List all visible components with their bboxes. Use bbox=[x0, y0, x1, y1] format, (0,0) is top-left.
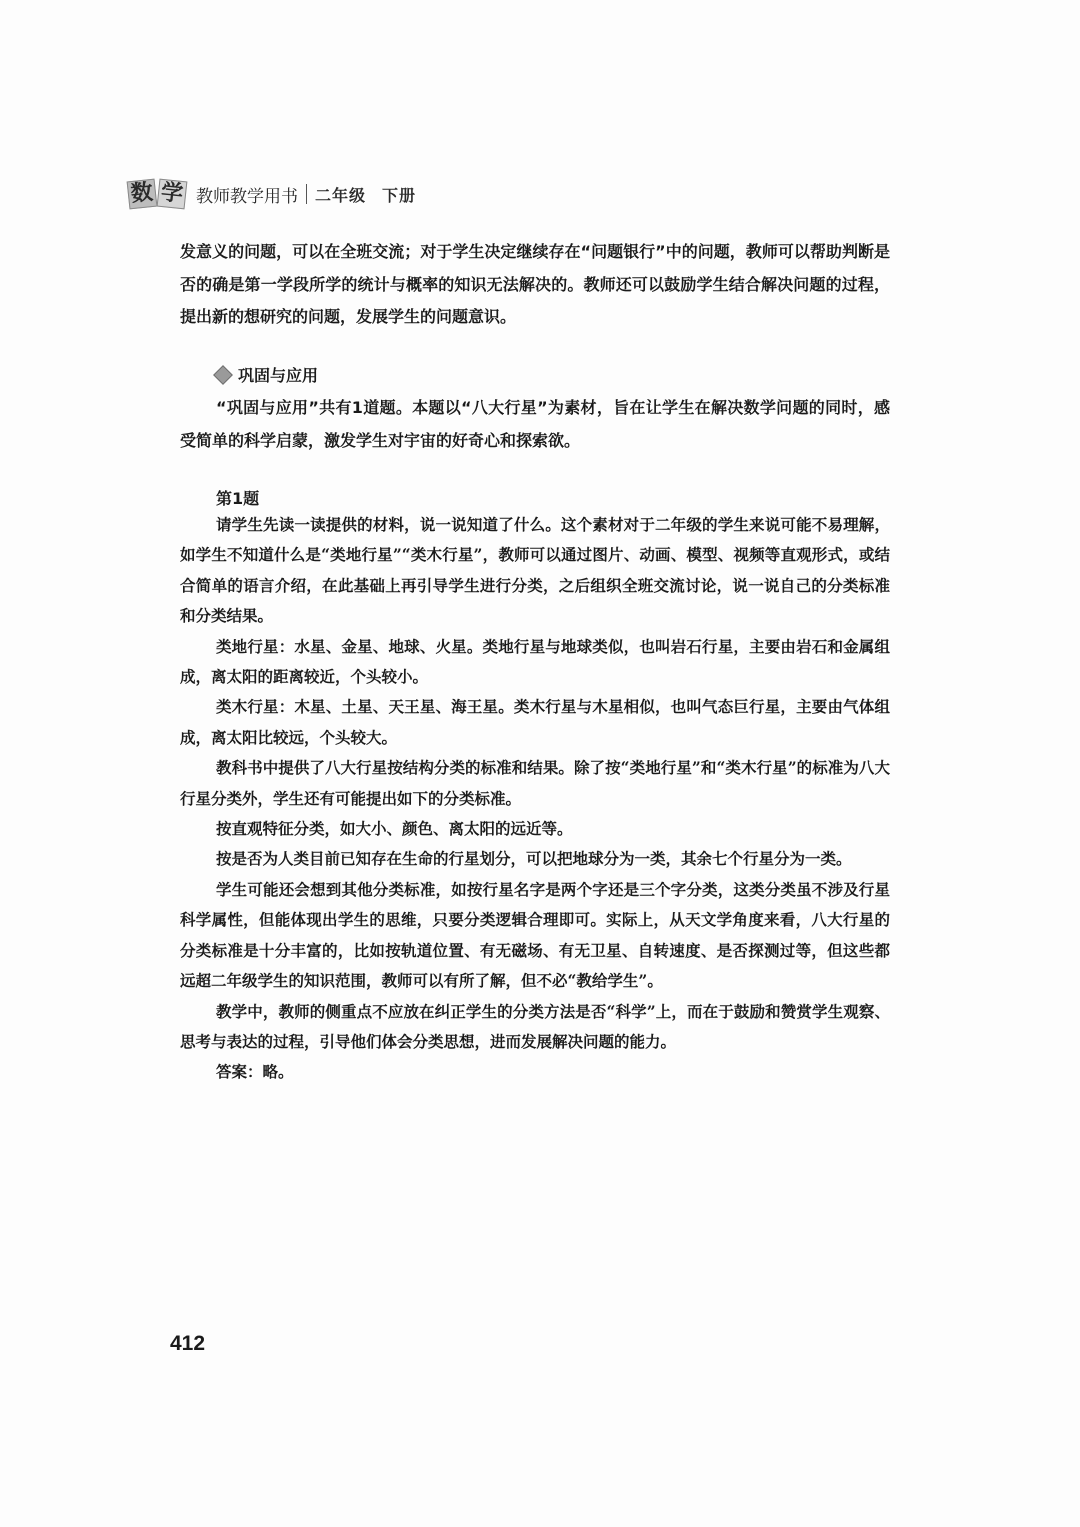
header-divider bbox=[306, 184, 307, 204]
question-paragraph: 按直观特征分类，如大小、颜色、离太阳的远近等。 bbox=[216, 819, 573, 839]
page-header bbox=[128, 174, 416, 214]
section-title: 巩固与应用 bbox=[238, 366, 319, 385]
question-paragraph: 请学生先读一读提供的材料，说一说知道了什么。这个素材对于二年级的学生来说可能不易理解，如学生不知道什么是“类地行星”“类木行星”，教师可以通过图片、动画、模型、视频等直观形式，或结合简单的语言介绍，在此基础上再引导学生进行分类，之后组织全班交流讨论，说一说自己的分类标准和分类结果。 bbox=[180, 515, 890, 626]
question-paragraph: 教学中，教师的侧重点不应放在纠正学生的分类方法是否“科学”上，而在于鼓励和赞赏学生观察、思考与表达的过程，引导他们体会分类思想，进而发展解决问题的能力。 bbox=[180, 1001, 890, 1051]
grade-label: 二年级 bbox=[315, 185, 367, 205]
section-heading bbox=[216, 363, 318, 386]
page-number: 412 bbox=[170, 1332, 206, 1355]
question-title: 第1题 bbox=[216, 489, 260, 508]
answer-line: 答案：略。 bbox=[216, 1062, 294, 1082]
question-paragraph: 类木行星：木星、土星、天王星、海王星。类木行星与木星相似，也叫气态巨行星，主要由气体组成，离太阳比较远，个头较大。 bbox=[180, 697, 890, 747]
diamond-icon bbox=[213, 365, 233, 385]
volume-label: 下册 bbox=[382, 185, 417, 205]
question-paragraph: 类地行星：水星、金星、地球、火星。类地行星与地球类似，也叫岩石行星，主要由岩石和金属组成，离太阳的距离较近，个头较小。 bbox=[180, 636, 890, 687]
subject-logo bbox=[128, 180, 188, 208]
book-title: 教师教学用书 bbox=[196, 186, 298, 207]
question-paragraph: 按是否为人类目前已知存在生命的行星划分，可以把地球分为一类，其余七个行星分为一类。 bbox=[216, 849, 852, 869]
logo-char-1: 数 bbox=[127, 179, 158, 210]
section-intro: “巩固与应用”共有1道题。本题以“八大行星”为素材，旨在让学生在解决数学问题的同时，感受简单的科学启蒙，激发学生对宇宙的好奇心和探索欲。 bbox=[180, 398, 890, 450]
intro-paragraph: 发意义的问题，可以在全班交流；对于学生决定继续存在“问题银行”中的问题，教师可以帮助判断是否的确是第一学段所学的统计与概率的知识无法解决的。教师还可以鼓励学生结合解决问题的过程，提出新的想研究的问题，发展学生的问题意识。 bbox=[180, 242, 890, 326]
question-paragraph: 教科书中提供了八大行星按结构分类的标准和结果。除了按“类地行星”和“类木行星”的标准为八大行星分类外，学生还有可能提出如下的分类标准。 bbox=[180, 758, 890, 808]
question-body bbox=[180, 510, 890, 1088]
question-paragraph: 学生可能还会想到其他分类标准，如按行星名字是两个字还是三个字分类，这类分类虽不涉及行星科学属性，但能体现出学生的思维，只要分类逻辑合理即可。实际上，从天文学角度来看，八大行星的分类标准是十分丰富的，比如按轨道位置、有无磁场、有无卫星、自转速度、是否探测过等，但这些都远超二年级学生的知识范围，教师可以有所了解，但不必“教给学生”。 bbox=[180, 879, 890, 991]
logo-char-2: 学 bbox=[157, 179, 188, 210]
